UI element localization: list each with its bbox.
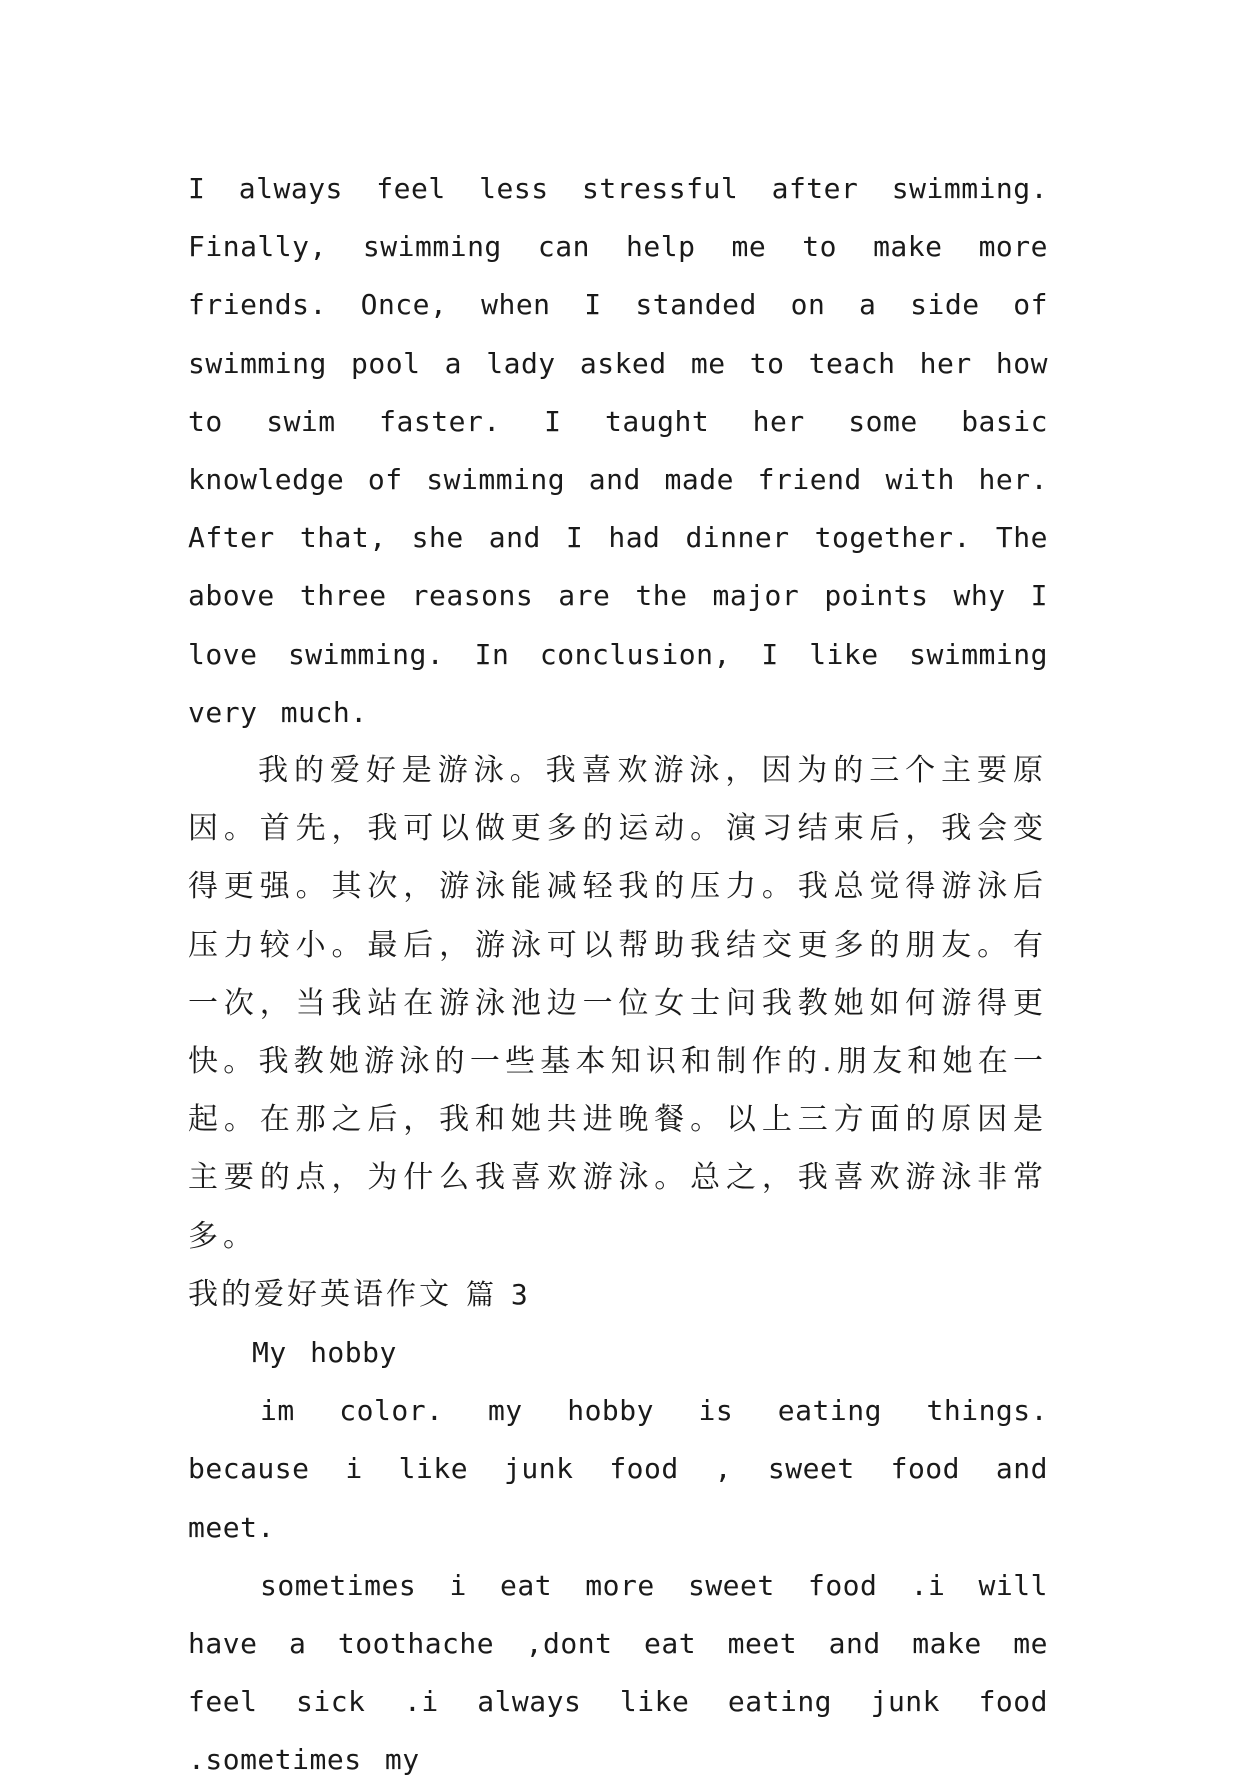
section-heading-text: 我的爱好英语作文 [188, 1276, 452, 1312]
paragraph-hobby-detail: sometimes i eat more sweet food .i will have a toothache ,dont eat meet and make me feel sick .i always like eating junk food .sometimes my [188, 1568, 1048, 1777]
section-number: 篇 3 [466, 1277, 528, 1311]
essay-title: My hobby [252, 1336, 397, 1370]
paragraph-hobby-intro: im color. my hobby is eating things. because i like junk food , sweet food and meet. [188, 1394, 1048, 1544]
paragraph-chinese-translation: 我的爱好是游泳。我喜欢游泳，因为的三个主要原因。首先，我可以做更多的运动。演习结束后，我会变得更强。其次，游泳能减轻我的压力。我总觉得游泳后压力较小。最后，游泳可以帮助我结交更多的朋友。有一次，当我站在游泳池边一位女士问我教她如何游得更快。我教她游泳的一些基本知识和制作的.朋友和她在一起。在那之后，我和她共进晚餐。以上三方面的原因是主要的点，为什么我喜欢游泳。总之，我喜欢游泳非常多。 [188, 753, 1048, 1254]
document-body [188, 160, 1048, 1790]
paragraph-swimming-conclusion: I always feel less stressful after swimming. Finally, swimming can help me to make more friends. Once, when I standed on a side of swimming pool a lady asked me to teach her how to swim faster. I taught her some basic knowledge of swimming and made friend with her. After that, she and I had dinner together. The above three reasons are the major points why I love swimming. In conclusion, I like swimming very much. [188, 172, 1048, 729]
section-heading [188, 1266, 1048, 1324]
